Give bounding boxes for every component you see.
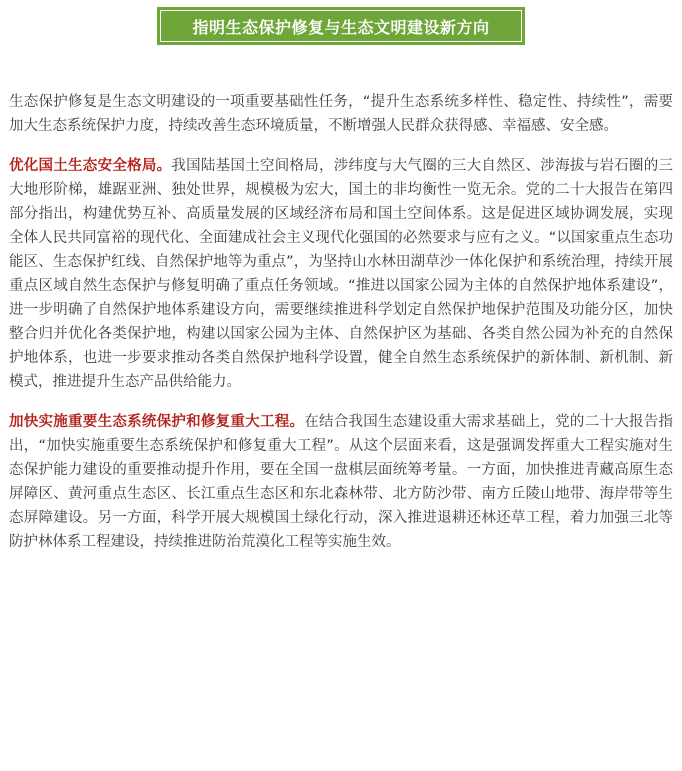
section-text-major-projects: 在结合我国生态建设重大需求基础上，党的二十大报告指出，“加快实施重要生态系统保护和修复重大工程”。从这个层面来看，这是强调发挥重大工程实施对生态保护能力建设的重要推动提升作用，要在全国一盘棋层面统筹考量。一方面，加快推进青藏高原生态屏障区、黄河重点生态区、长江重点生态区和东北森林带、北方防沙带、南方丘陵山地带、海岸带等生态屏障建设。另一方面，科学开展大规模国土绿化行动，深入推进退耕还林还草工程，着力加强三北等防护林体系工程建设，持续推进防治荒漠化工程等实施生效。 <box>9 414 674 550</box>
section-heading-major-projects: 加快实施重要生态系统保护和修复重大工程。 <box>9 414 305 430</box>
title-banner <box>157 7 525 45</box>
page-title: 指明生态保护修复与生态文明建设新方向 <box>160 10 522 42</box>
section-heading-ecological-security: 优化国土生态安全格局。 <box>9 158 172 174</box>
section-paragraph-major-projects <box>9 410 673 554</box>
article-body <box>9 90 673 570</box>
section-text-ecological-security: 我国陆基国土空间格局，涉纬度与大气圈的三大自然区、涉海拔与岩石圈的三大地形阶梯，雄踞亚洲、独处世界，规模极为宏大，国土的非均衡性一览无余。党的二十大报告在第四部分指出，构建优势互补、高质量发展的区域经济布局和国土空间体系。这是促进区域协调发展，实现全体人民共同富裕的现代化、全面建成社会主义现代化强国的必然要求与应有之义。“以国家重点生态功能区、生态保护红线、自然保护地等为重点”，为坚持山水林田湖草沙一体化保护和系统治理，持续开展重点区域自然生态保护与修复明确了重点任务领域。“推进以国家公园为主体的自然保护地体系建设”，进一步明确了自然保护地体系建设方向，需要继续推进科学划定自然保护地保护范围及功能分区，加快整合归并优化各类保护地，构建以国家公园为主体、自然保护区为基础、各类自然公园为补充的自然保护地体系，也进一步要求推动各类自然保护地科学设置，健全自然生态系统保护的新体制、新机制、新模式，推进提升生态产品供给能力。 <box>9 158 673 390</box>
intro-paragraph: 生态保护修复是生态文明建设的一项重要基础性任务，“提升生态系统多样性、稳定性、持续性”，需要加大生态系统保护力度，持续改善生态环境质量，不断增强人民群众获得感、幸福感、安全感。 <box>9 94 673 134</box>
section-paragraph-ecological-security <box>9 154 673 394</box>
